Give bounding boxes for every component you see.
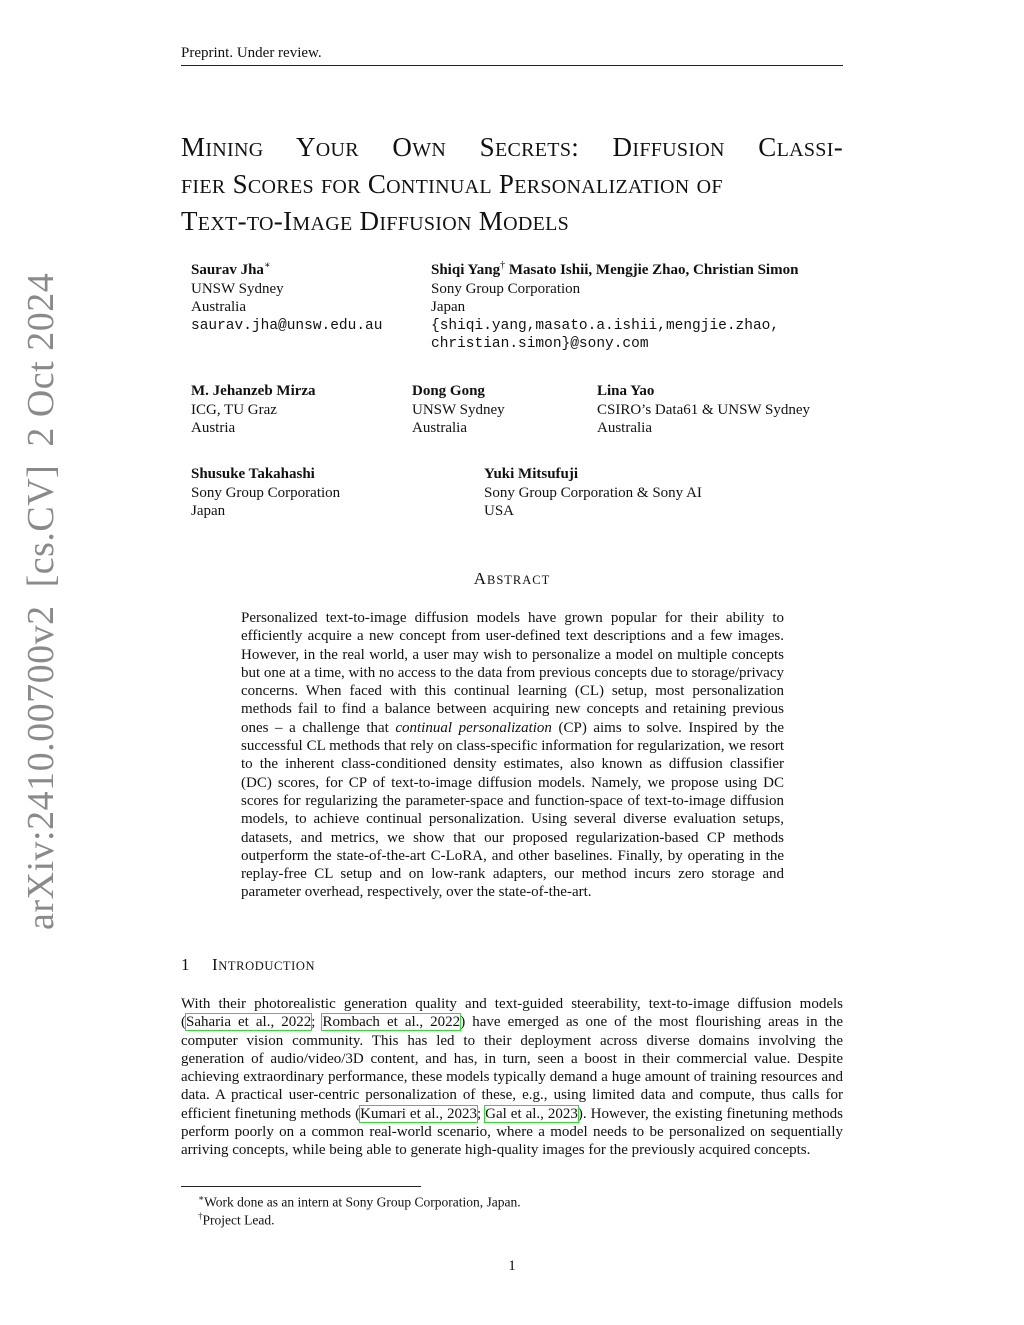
- section-heading-introduction: [181, 955, 843, 976]
- citation-link[interactable]: Kumari et al., 2023: [360, 1105, 478, 1122]
- author-block-takahashi: [191, 465, 340, 521]
- author-affiliation: ICG, TU Graz: [191, 401, 277, 418]
- author-block-jha: [191, 261, 382, 335]
- intro-text: ). However, the existing finetuning methods perform poorly on a common real-world scenario, where a model needs to be personalized on sequentially arriving concepts, while being able to generate high-quality images for the previously acquired concepts.: [181, 1105, 843, 1159]
- author-block-mitsufuji: [484, 465, 702, 521]
- section-number: 1: [181, 955, 191, 974]
- author-affiliation: UNSW Sydney: [412, 401, 505, 418]
- footnote-text: Work done as an intern at Sony Group Corporation, Japan.: [204, 1194, 521, 1210]
- author-name: Shusuke Takahashi: [191, 466, 315, 482]
- author-name: Shiqi Yang: [431, 262, 501, 278]
- author-affiliation: CSIRO’s Data61 & UNSW Sydney: [597, 401, 811, 418]
- author-email[interactable]: saurav.jha@unsw.edu.au: [191, 317, 383, 334]
- abstract-body: [241, 609, 784, 902]
- footnote-mark: ∗: [263, 260, 271, 271]
- page-number: 1: [508, 1258, 516, 1274]
- intro-text: ;: [477, 1105, 486, 1122]
- citation-link[interactable]: Gal et al., 2023: [485, 1105, 578, 1122]
- author-block-yao: [597, 382, 810, 438]
- intro-text: ;: [311, 1014, 323, 1031]
- abstract-text: (CP) aims to solve. Inspired by the successful CL methods that rely on class-specific information for regularization, we resort to the inherent class-conditioned density estimates, also known as diffusion classifier (DC) scores, for CP of text-to-image diffusion models. Namely, we propose using DC scores for regularizing the parameter-space and function-space of text-to-image diffusion models, to achieve continual personalization. Using several diverse evaluation setups, datasets, and metrics, we show that our proposed regularization-based CP methods outperform the state-of-the-art C-LoRA, and other baselines. Finally, by operating in the replay-free CL setup and on low-rank adapters, our method incurs zero storage and parameter overhead, respectively, over the state-of-the-art.: [241, 719, 784, 901]
- author-block-mirza: [191, 382, 316, 438]
- footnote-mark: ∗: [198, 1193, 205, 1203]
- title-line-1: MINING YOUR OWN SECRETS: DIFFUSION CLASSI-: [181, 132, 843, 162]
- citation-link[interactable]: Saharia et al., 2022: [186, 1014, 312, 1031]
- running-header: Preprint. Under review.: [181, 45, 322, 61]
- author-name: Saurav Jha: [191, 262, 264, 278]
- title-line-2: FIER SCORES FOR CONTINUAL PERSONALIZATION OF: [181, 169, 723, 199]
- author-country: Austria: [191, 420, 236, 436]
- citation-link[interactable]: Rombach et al., 2022: [322, 1014, 461, 1031]
- author-affiliation: Sony Group Corporation & Sony AI: [484, 484, 702, 501]
- intro-text: With their photorealistic generation quality and text-guided steerability, text-to-image diffusion models (: [181, 996, 843, 1031]
- intro-text: ) have emerged as one of the most flourishing areas in the computer vision community. This has led to their deployment across diverse domains involving the generation of audio/video/3D content, and has, in turn, seen a boost in their commercial value. Despite achieving extraordinary performance, these models typically demand a huge amount of training resources and data. A practical user-centric personalization of these, e.g., using limited data and compute, thus calls for efficient finetuning methods (: [181, 1014, 843, 1122]
- author-block-sony: [431, 261, 798, 354]
- abstract-text: Personalized text-to-image diffusion models have grown popular for their ability to efficiently acquire a new concept from user-defined text descriptions and a few images. However, in the real world, a user may wish to personalize a model on multiple concepts but one at a time, with no access to the data from previous concepts due to storage/privacy concerns. When faced with this continual learning (CL) setup, most personalization methods fail to find a balance between acquiring new concepts and retaining previous ones – a challenge that: [241, 610, 784, 736]
- author-name: Yuki Mitsufuji: [484, 466, 579, 482]
- author-affiliation: Sony Group Corporation: [191, 484, 341, 501]
- author-email-cont[interactable]: christian.simon}@sony.com: [431, 336, 649, 352]
- arxiv-date: 2 Oct 2024: [20, 272, 62, 447]
- author-affiliation: UNSW Sydney: [191, 280, 284, 297]
- author-country: Japan: [431, 299, 466, 315]
- author-block-gong: [412, 382, 505, 438]
- author-email[interactable]: {shiqi.yang,masato.a.ishii,mengjie.zhao,: [431, 317, 780, 334]
- footnote-text: Project Lead.: [202, 1212, 275, 1228]
- paper-title: [181, 130, 843, 241]
- arxiv-category: [cs.CV]: [20, 464, 62, 588]
- arxiv-stamp: [22, 273, 60, 930]
- author-affiliation: Sony Group Corporation: [431, 280, 581, 297]
- abstract-heading: ABSTRACT: [473, 569, 551, 588]
- author-country: Australia: [412, 420, 467, 436]
- footnote-mark: †: [198, 1211, 203, 1221]
- abstract-italic-term: continual personalization: [395, 719, 552, 736]
- author-country: Japan: [191, 503, 226, 519]
- title-line-3: TEXT-TO-IMAGE DIFFUSION MODELS: [181, 206, 570, 236]
- author-country: USA: [484, 503, 515, 519]
- author-country: Australia: [191, 299, 246, 315]
- author-name: Dong Gong: [412, 383, 485, 399]
- header-rule: [181, 65, 843, 66]
- author-name: M. Jehanzeb Mirza: [191, 383, 316, 399]
- author-names-rest: Masato Ishii, Mengjie Zhao, Christian Simon: [505, 262, 799, 278]
- arxiv-id[interactable]: arXiv:2410.00700v2: [20, 605, 62, 930]
- footnote-mark: †: [500, 260, 506, 271]
- author-name: Lina Yao: [597, 383, 655, 399]
- introduction-body: [181, 995, 843, 1160]
- footnote-2: [198, 1208, 274, 1229]
- footnote-rule: [181, 1186, 421, 1187]
- section-title: INTRODUCTION: [212, 955, 316, 974]
- author-country: Australia: [597, 420, 652, 436]
